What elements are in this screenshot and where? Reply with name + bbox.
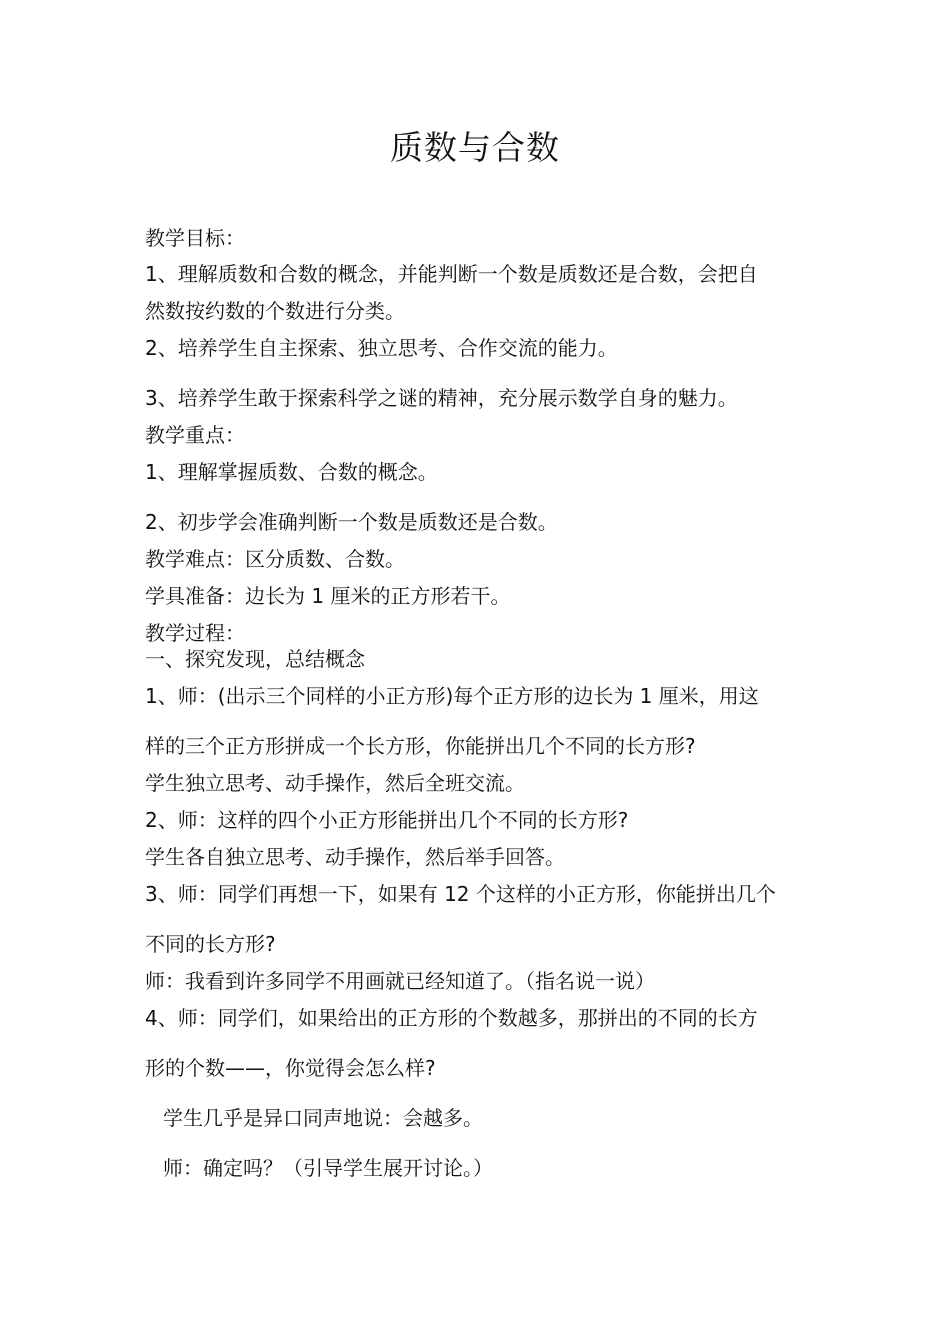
paragraph-line: 4、师：同学们，如果给出的正方形的个数越多，那拼出的不同的长方 <box>145 1006 758 1030</box>
paragraph-line: 3、培养学生敢于探索科学之谜的精神，充分展示数学自身的魅力。 <box>145 386 738 410</box>
paragraph-line: 1、师：(出示三个同样的小正方形)每个正方形的边长为 1 厘米，用这 <box>145 684 759 708</box>
paragraph-line: 教学重点： <box>145 423 245 447</box>
paragraph-line: 学生各自独立思考、动手操作，然后举手回答。 <box>145 845 565 869</box>
paragraph-line: 学具准备：边长为 1 厘米的正方形若干。 <box>145 584 511 608</box>
paragraph-line: 1、理解掌握质数、合数的概念。 <box>145 460 438 484</box>
paragraph-line: 形的个数——，你觉得会怎么样? <box>145 1056 436 1080</box>
paragraph-line: 师：确定吗？（引导学生展开讨论。） <box>163 1156 493 1180</box>
paragraph-line: 2、初步学会准确判断一个数是质数还是合数。 <box>145 510 558 534</box>
paragraph-line: 学生独立思考、动手操作，然后全班交流。 <box>145 771 525 795</box>
document-title: 质数与合数 <box>390 128 560 167</box>
paragraph-line: 一、探究发现，总结概念 <box>145 647 365 671</box>
paragraph-line: 然数按约数的个数进行分类。 <box>145 299 405 323</box>
paragraph-line: 样的三个正方形拼成一个长方形，你能拼出几个不同的长方形? <box>145 734 696 758</box>
paragraph-line: 3、师：同学们再想一下，如果有 12 个这样的小正方形，你能拼出几个 <box>145 882 776 906</box>
paragraph-line: 1、理解质数和合数的概念，并能判断一个数是质数还是合数，会把自 <box>145 262 758 286</box>
paragraph-line: 师：我看到许多同学不用画就已经知道了。（指名说一说） <box>145 969 655 993</box>
paragraph-line: 不同的长方形? <box>145 932 276 956</box>
paragraph-line: 教学过程： <box>145 621 245 645</box>
paragraph-line: 教学难点：区分质数、合数。 <box>145 547 405 571</box>
paragraph-line: 学生几乎是异口同声地说：会越多。 <box>163 1106 483 1130</box>
paragraph-line: 教学目标： <box>145 226 245 250</box>
paragraph-line: 2、培养学生自主探索、独立思考、合作交流的能力。 <box>145 336 618 360</box>
paragraph-line: 2、师：这样的四个小正方形能拼出几个不同的长方形? <box>145 808 629 832</box>
